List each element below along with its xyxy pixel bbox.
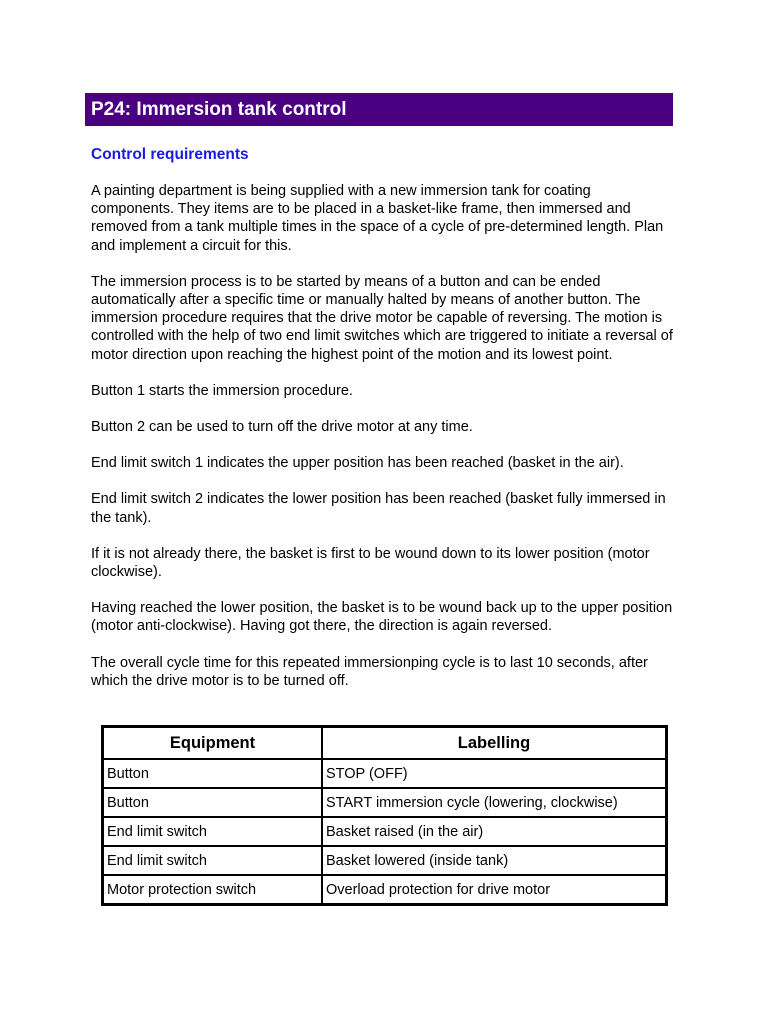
equipment-cell: Button [103, 759, 322, 788]
column-header-labelling: Labelling [322, 727, 666, 759]
title-bar [85, 93, 673, 126]
labelling-cell: START immersion cycle (lowering, clockwise) [322, 788, 666, 817]
equipment-table [101, 725, 668, 906]
paragraph-button-1: Button 1 starts the immersion procedure. [91, 382, 353, 399]
paragraph-limit-switch-1: End limit switch 1 indicates the upper position has been reached (basket in the air). [91, 455, 624, 472]
body-text [91, 182, 677, 708]
table-row [103, 817, 666, 846]
labelling-cell: Overload protection for drive motor [322, 875, 666, 904]
equipment-cell: End limit switch [103, 846, 322, 875]
labelling-cell: Basket raised (in the air) [322, 817, 666, 846]
table-row [103, 846, 666, 875]
paragraph-wind-up: Having reached the lower position, the basket is to be wound back up to the upper position (motor anti-clockwise). Having got there, the direction is again reversed. [91, 600, 673, 635]
paragraph-wind-down: If it is not already there, the basket is first to be wound down to its lower position (motor clockwise). [91, 545, 650, 581]
table-row [103, 788, 666, 817]
section-heading: Control requirements [91, 146, 249, 163]
labelling-cell: Basket lowered (inside tank) [322, 846, 666, 875]
table-row [103, 875, 666, 904]
equipment-cell: Button [103, 788, 322, 817]
paragraph-limit-switch-2: End limit switch 2 indicates the lower position has been reached (basket fully immersed in the tank). [91, 491, 666, 526]
table-row [103, 759, 666, 788]
page-title: P24: Immersion tank control [91, 99, 347, 120]
equipment-cell: End limit switch [103, 817, 322, 846]
paragraph-process: The immersion process is to be started by means of a button and can be ended automatically after a specific time or manually halted by means of another button. The immersion procedure requires that the drive motor be capable of reversing. The motion is controlled with the help of two end limit switches which are triggered to initiate a reversal of motor direction upon reaching the highest point of the motion and its lowest point. [91, 273, 673, 363]
paragraph-button-2: Button 2 can be used to turn off the drive motor at any time. [91, 419, 473, 436]
labelling-cell: STOP (OFF) [322, 759, 666, 788]
paragraph-intro: A painting department is being supplied with a new immersion tank for coating components. They items are to be placed in a basket-like frame, then immersed and removed from a tank multiple times in the space of a cycle of pre-determined length. Plan and implement a circuit for this. [91, 183, 664, 254]
equipment-cell: Motor protection switch [103, 875, 322, 904]
paragraph-cycle-time: The overall cycle time for this repeated immersionping cycle is to last 10 seconds, after which the drive motor is to be turned off. [91, 654, 648, 689]
column-header-equipment: Equipment [103, 727, 322, 759]
table-header-row [103, 727, 666, 759]
